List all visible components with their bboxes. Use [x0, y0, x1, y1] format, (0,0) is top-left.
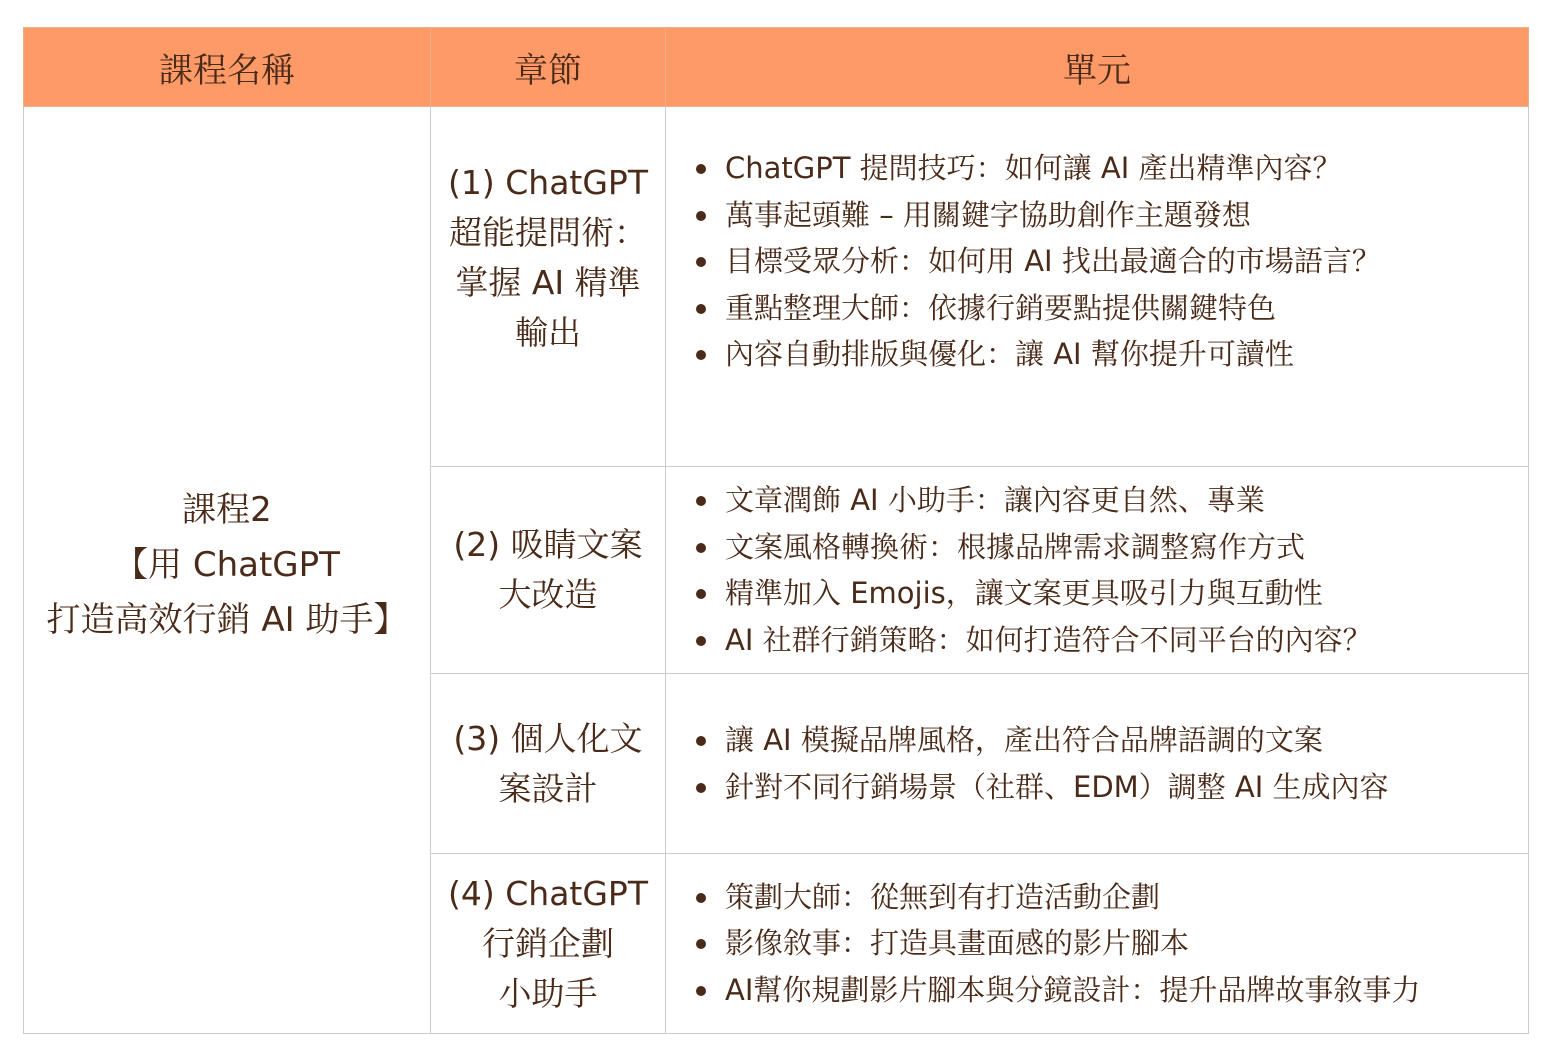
list-item: 重點整理大師：依據行銷要點提供關鍵特色 [688, 285, 1528, 332]
chapter-2-line-2: 大改造 [498, 575, 598, 614]
course-name-line-3: 打造高效行銷 AI 助手】 [46, 599, 408, 640]
chapter-3-line-1: (3) 個人化文 [453, 718, 643, 758]
units-cell-2 [666, 467, 1529, 674]
chapter-3-line-2: 案設計 [498, 768, 598, 808]
header-unit: 單元 [666, 28, 1529, 107]
unit-list-3 [688, 717, 1528, 810]
table-row-chapter-1 [24, 107, 1529, 467]
chapter-1-line-2: 超能提問術： [449, 212, 647, 252]
units-cell-1 [666, 107, 1529, 467]
unit-list-2 [688, 477, 1528, 663]
list-item: 針對不同行銷場景（社群、EDM）調整 AI 生成內容 [688, 764, 1528, 811]
list-item: 目標受眾分析：如何用 AI 找出最適合的市場語言？ [688, 238, 1528, 285]
chapter-4-line-1: (4) ChatGPT [448, 873, 648, 913]
chapter-1-line-1: (1) ChatGPT [448, 162, 648, 202]
course-name-cell [24, 107, 431, 1034]
header-row [24, 28, 1529, 107]
unit-list-4 [688, 874, 1528, 1014]
list-item: 精準加入 Emojis，讓文案更具吸引力與互動性 [688, 570, 1528, 617]
chapter-cell-1 [431, 107, 666, 467]
header-course: 課程名稱 [24, 28, 431, 107]
chapter-2-line-1: (2) 吸睛文案 [453, 525, 643, 564]
list-item: 策劃大師：從無到有打造活動企劃 [688, 874, 1528, 921]
chapter-1-line-4: 輸出 [515, 312, 581, 352]
chapter-4-line-2: 行銷企劃 [482, 923, 614, 963]
list-item: ChatGPT 提問技巧：如何讓 AI 產出精準內容？ [688, 145, 1528, 192]
list-item: 內容自動排版與優化：讓 AI 幫你提升可讀性 [688, 331, 1528, 378]
list-item: 影像敘事：打造具畫面感的影片腳本 [688, 920, 1528, 967]
list-item: AI 社群行銷策略：如何打造符合不同平台的內容？ [688, 617, 1528, 664]
course-name-line-2: 【用 ChatGPT [114, 544, 340, 585]
chapter-cell-2 [431, 467, 666, 674]
list-item: 萬事起頭難 – 用關鍵字協助創作主題發想 [688, 192, 1528, 239]
chapter-cell-4 [431, 854, 666, 1034]
list-item: AI幫你規劃影片腳本與分鏡設計：提升品牌故事敘事力 [688, 967, 1528, 1014]
course-outline-table-container [23, 27, 1528, 1034]
chapter-1-line-3: 掌握 AI 精準 [455, 262, 641, 302]
course-outline-table [23, 27, 1529, 1034]
header-chapter: 章節 [431, 28, 666, 107]
list-item: 讓 AI 模擬品牌風格，產出符合品牌語調的文案 [688, 717, 1528, 764]
chapter-4-line-3: 小助手 [498, 973, 598, 1013]
unit-list-1 [688, 145, 1528, 428]
units-cell-4 [666, 854, 1529, 1034]
list-item: 文案風格轉換術：根據品牌需求調整寫作方式 [688, 524, 1528, 571]
units-cell-3 [666, 674, 1529, 854]
course-name-line-1: 課程2 [182, 489, 272, 530]
chapter-cell-3 [431, 674, 666, 854]
list-item: 文章潤飾 AI 小助手：讓內容更自然、專業 [688, 477, 1528, 524]
